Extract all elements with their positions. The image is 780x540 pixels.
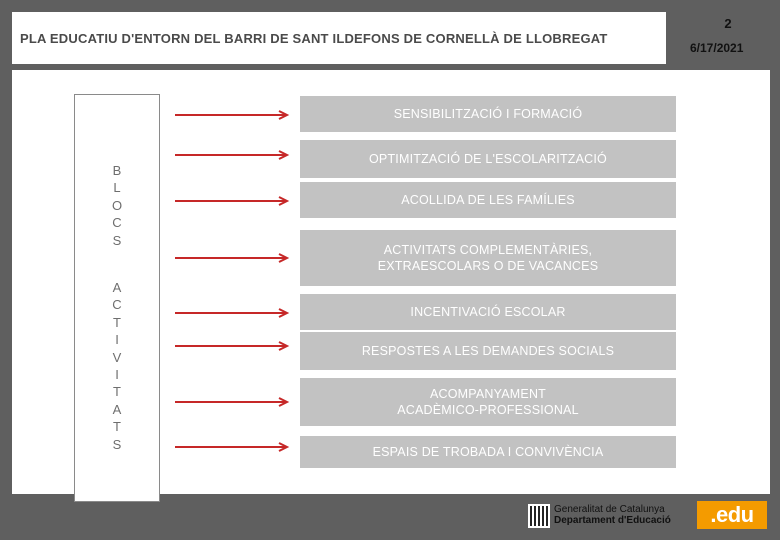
arrow-icon [175,253,292,263]
arrow-icon [175,397,292,407]
generalitat-name: Generalitat de Catalunya [554,504,665,515]
vertical-label-box [74,94,160,502]
category-item: ACOLLIDA DE LES FAMÍLIES [300,182,676,218]
content-panel [12,70,770,494]
title-box [12,12,666,64]
page-number: 2 [724,16,732,31]
arrow-icon [175,196,292,206]
generalitat-logo [528,503,688,529]
arrow-icon [175,442,292,452]
generalitat-emblem-icon [528,504,550,528]
category-item: ESPAIS DE TROBADA I CONVIVÈNCIA [300,436,676,468]
department-name: Departament d'Educació [554,515,671,526]
arrow-icon [175,110,292,120]
arrow-icon [175,308,292,318]
arrow-icon [175,341,292,351]
category-item: SENSIBILITZACIÓ I FORMACIÓ [300,96,676,132]
category-item: ACTIVITATS COMPLEMENTÀRIES, EXTRAESCOLARS O DE VACANCES [300,230,676,286]
page-title: PLA EDUCATIU D'ENTORN DEL BARRI DE SANT ILDEFONS DE CORNELLÀ DE LLOBREGAT [20,31,608,46]
edu-logo: .edu [697,501,767,529]
category-item: OPTIMITZACIÓ DE L'ESCOLARITZACIÓ [300,140,676,178]
category-item: INCENTIVACIÓ ESCOLAR [300,294,676,330]
arrow-icon [175,150,292,160]
category-item: ACOMPANYAMENT ACADÈMICO-PROFESSIONAL [300,378,676,426]
vertical-word-activitats: A C T I V I T A T S [112,280,122,452]
vertical-word-blocs: B L O C S [111,163,123,248]
category-item: RESPOSTES A LES DEMANDES SOCIALS [300,332,676,370]
date-label: 6/17/2021 [690,41,744,55]
